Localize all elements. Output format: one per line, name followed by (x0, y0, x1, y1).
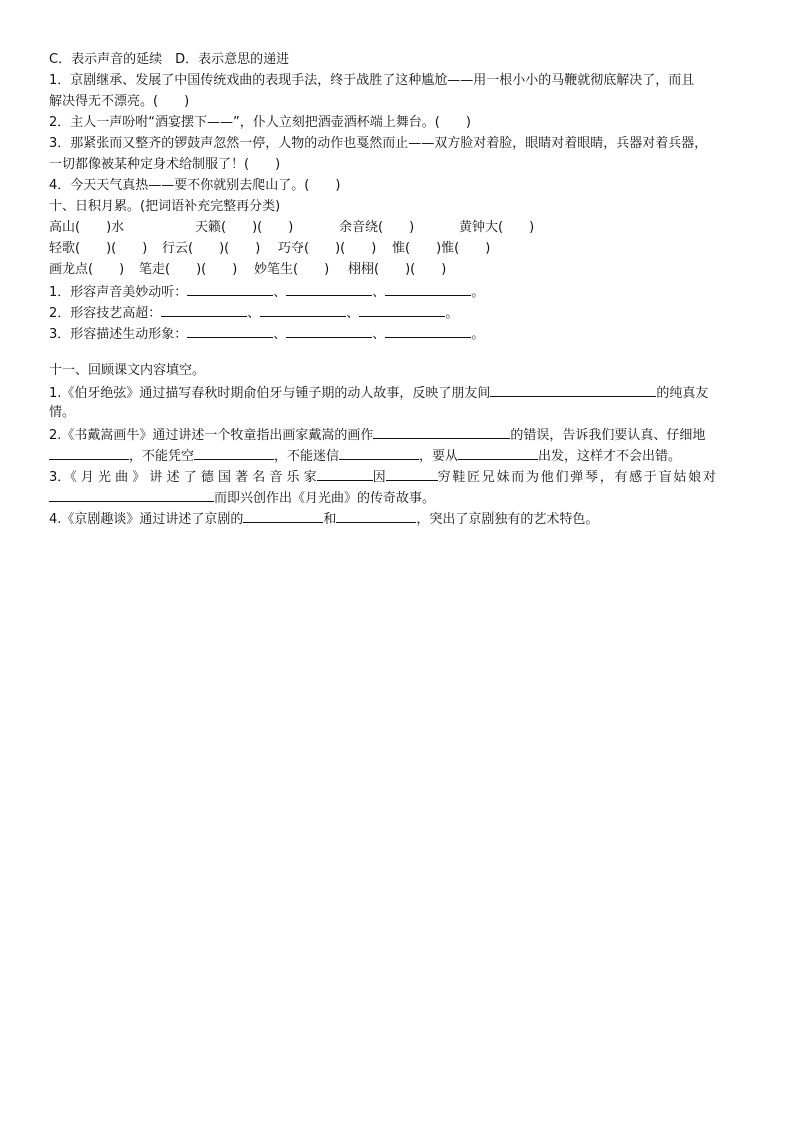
separator: 、 (372, 327, 386, 342)
idiom-item: 栩栩( )( ) (348, 262, 447, 277)
answer-blank[interactable] (194, 444, 274, 460)
answer-blank[interactable] (286, 322, 372, 338)
answer-blank[interactable] (373, 423, 510, 439)
separator: 、 (346, 306, 360, 321)
question-text: ，要从 (419, 449, 459, 464)
idiom-row-3 (49, 259, 749, 280)
separator: 、 (273, 327, 287, 342)
s11-question-2-line-2 (49, 444, 749, 465)
answer-blank[interactable] (385, 322, 471, 338)
separator: 、 (247, 306, 261, 321)
question-text: ，突出了京剧独有的艺术特色。 (416, 512, 599, 527)
period: 。 (471, 285, 485, 300)
answer-blank[interactable] (49, 444, 129, 460)
answer-blank[interactable] (187, 280, 273, 296)
s11-question-4 (49, 507, 749, 528)
idiom-item: 惟( )惟( ) (392, 241, 491, 256)
s11-question-3-line-2 (49, 486, 749, 507)
answer-blank[interactable] (339, 444, 419, 460)
question-3-line-2: 一切都像被某种定身术给制服了！( ) (49, 157, 281, 172)
answer-blank[interactable] (161, 301, 247, 317)
period: 。 (471, 327, 485, 342)
classify-skill (49, 301, 749, 322)
classify-label: 2．形容技艺高超： (49, 306, 162, 321)
idiom-item: 余音绕( ) (339, 220, 415, 235)
separator: 、 (273, 285, 287, 300)
idiom-item: 笔走( )( ) (139, 262, 238, 277)
option-line: C．表示声音的延续 D．表示意思的递进 (49, 52, 290, 67)
idiom-item: 高山( )水 (49, 220, 125, 235)
question-1-line-1: 1．京剧继承、发展了中国传统戏曲的表现手法，终于战胜了这种尴尬——用一根小小的马鞭就彻底解决了，而且 (49, 73, 695, 88)
question-3-line-1: 3．那紧张而又整齐的锣鼓声忽然一停，人物的动作也戛然而止——双方脸对着脸，眼睛对着眼睛，兵器对着兵器， (49, 136, 708, 151)
question-text: 的纯真友 (656, 386, 709, 401)
question-2: 2．主人一声吩咐“酒宴摆下——”，仆人立刻把酒壶酒杯端上舞台。( ) (49, 115, 471, 130)
question-text: 3．《 月 光 曲 》 讲 述 了 德 国 著 名 音 乐 家 (49, 470, 317, 485)
s11-question-1-line-1 (49, 381, 749, 402)
question-text: 4.《京剧趣谈》通过讲述了京剧的 (49, 512, 244, 527)
s11-question-1-line-2: 情。 (49, 405, 76, 420)
question-text: 因 (372, 470, 386, 485)
classify-label: 1．形容声音美妙动听： (49, 285, 188, 300)
separator: 、 (372, 285, 386, 300)
question-text: 而即兴创作出《月光曲》的传奇故事。 (214, 491, 436, 506)
question-text: 和 (323, 512, 337, 527)
idiom-item: 行云( )( ) (162, 241, 261, 256)
question-text: 1.《伯牙绝弦》通过描写春秋时期俞伯牙与锺子期的动人故事，反映了朋友间 (49, 386, 491, 401)
answer-blank[interactable] (260, 301, 346, 317)
idiom-row-2 (49, 238, 749, 259)
section-10-title: 十、日积月累。(把词语补充完整再分类) (49, 199, 281, 214)
classify-label: 3．形容描述生动形象： (49, 327, 188, 342)
section-11-title: 十一、回顾课文内容填空。 (49, 363, 206, 378)
answer-blank[interactable] (336, 507, 416, 523)
answer-blank[interactable] (385, 280, 471, 296)
s11-question-3-line-1 (49, 465, 749, 486)
question-text: 2.《书戴嵩画牛》通过讲述一个牧童指出画家戴嵩的画作 (49, 428, 374, 443)
answer-blank[interactable] (317, 465, 373, 481)
answer-blank[interactable] (458, 444, 538, 460)
answer-blank[interactable] (187, 322, 273, 338)
idiom-item: 妙笔生( ) (254, 262, 330, 277)
answer-blank[interactable] (386, 465, 438, 481)
idiom-item: 巧夺( )( ) (278, 241, 377, 256)
idiom-item: 天籁( )( ) (195, 220, 294, 235)
question-text: 穷 鞋 匠 兄 妹 而 为 他 们 弹 琴 ， 有 感 于 盲 姑 娘 对 (437, 470, 715, 485)
question-4: 4．今天天气真热——要不你就别去爬山了。( ) (49, 178, 341, 193)
question-text: ，不能凭空 (129, 449, 195, 464)
question-1-line-2: 解决得无不漂亮。( ) (49, 94, 190, 109)
s11-question-2-line-1 (49, 423, 749, 444)
idiom-item: 画龙点( ) (49, 262, 125, 277)
idiom-row-1 (49, 217, 749, 238)
idiom-item: 黄钟大( ) (459, 220, 535, 235)
idiom-item: 轻歌( )( ) (49, 241, 148, 256)
answer-blank[interactable] (286, 280, 372, 296)
answer-blank[interactable] (359, 301, 445, 317)
period: 。 (445, 306, 459, 321)
answer-blank[interactable] (490, 381, 656, 397)
answer-blank[interactable] (243, 507, 323, 523)
question-text: 的错误，告诉我们要认真、仔细地 (510, 428, 706, 443)
question-text: ，不能迷信 (274, 449, 340, 464)
classify-vivid (49, 322, 749, 343)
answer-blank[interactable] (49, 486, 214, 502)
classify-sound (49, 280, 749, 301)
question-text: 出发，这样才不会出错。 (538, 449, 682, 464)
